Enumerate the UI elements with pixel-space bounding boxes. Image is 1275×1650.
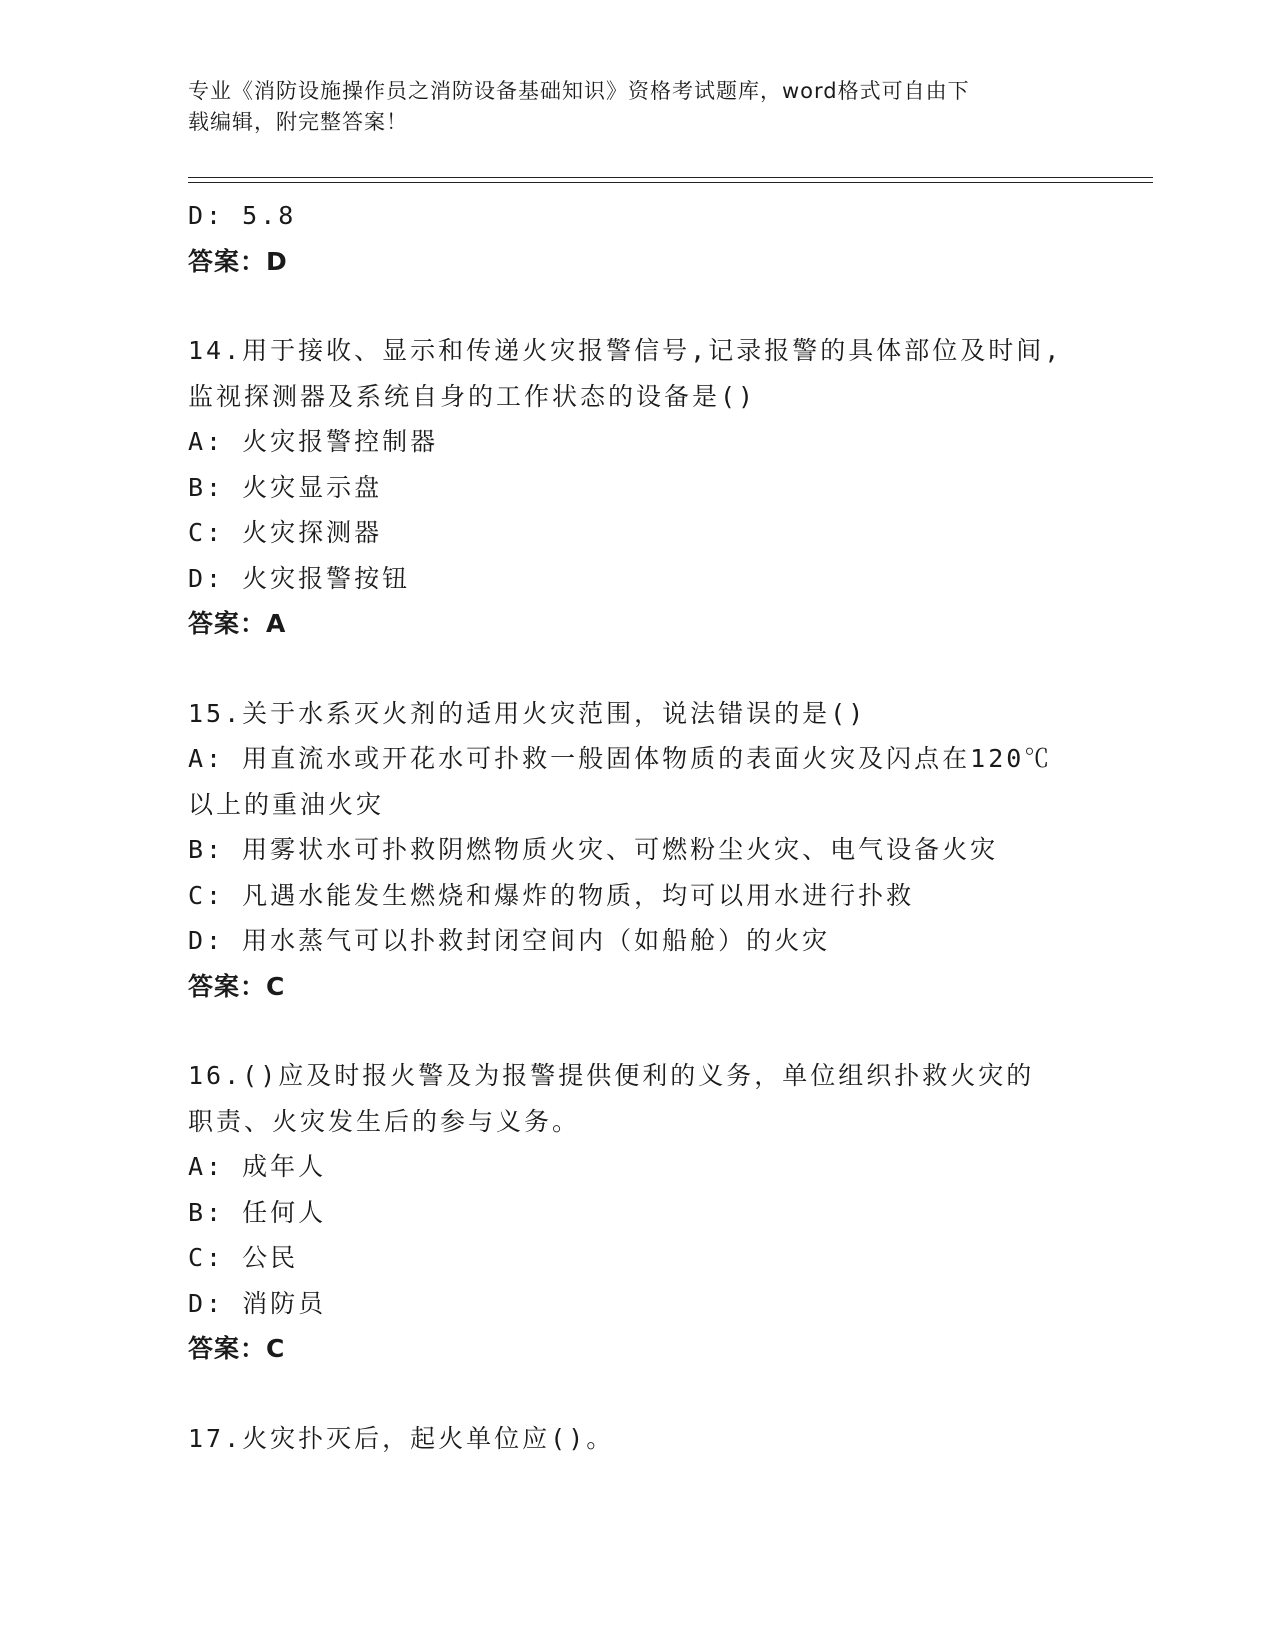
spacer (188, 284, 1088, 328)
q17-stem-line1: 17.火灾扑灭后，起火单位应()。 (188, 1423, 615, 1453)
q15-option-c: C: 凡遇水能发生燃烧和爆炸的物质，均可以用水进行扑救 (188, 880, 915, 910)
q15-answer: 答案：C (188, 971, 286, 1001)
q15-stem-line1: 15.关于水系灭火剂的适用火灾范围，说法错误的是() (188, 698, 867, 728)
spacer (188, 647, 1088, 691)
q16-option-d: D: 消防员 (188, 1288, 327, 1318)
q15-option-a-line1: A: 用直流水或开花水可扑救一般固体物质的表面火灾及闪点在120℃ (188, 744, 1053, 773)
q15-option-b: B: 用雾状水可扑救阴燃物质火灾、可燃粉尘火灾、电气设备火灾 (188, 835, 999, 864)
q15-option-d: D: 用水蒸气可以扑救封闭空间内（如船舱）的火灾 (188, 926, 831, 955)
q14-stem-line1: 14.用于接收、显示和传递火灾报警信号,记录报警的具体部位及时间, (188, 336, 1063, 365)
prev-answer: 答案：D (188, 246, 288, 276)
q14-option-c: C: 火灾探测器 (188, 518, 383, 547)
spacer (188, 1372, 1088, 1416)
spacer (188, 1009, 1088, 1053)
document-header: 专业《消防设施操作员之消防设备基础知识》资格考试题库，word格式可自由下 载编辑，附完整答案！ (188, 79, 970, 134)
q16-option-b: B: 任何人 (188, 1197, 327, 1227)
q16-answer: 答案：C (188, 1334, 286, 1363)
question-list (188, 193, 1088, 1461)
prev-option-d: D: 5.8 (188, 201, 297, 230)
header-divider-top (188, 177, 1153, 178)
q16-stem-line2: 职责、火灾发生后的参与义务。 (188, 1106, 581, 1136)
q16-option-a: A: 成年人 (188, 1152, 327, 1181)
q14-option-a: A: 火灾报警控制器 (188, 427, 439, 456)
q14-answer: 答案：A (188, 609, 287, 638)
q16-option-c: C: 公民 (188, 1243, 299, 1272)
q14-option-b: B: 火灾显示盘 (188, 472, 383, 502)
q15-option-a-line2: 以上的重油火灾 (188, 789, 385, 819)
q14-stem-line2: 监视探测器及系统自身的工作状态的设备是() (188, 381, 757, 411)
header-divider-bottom (188, 182, 1153, 183)
q16-stem-line1: 16.()应及时报火警及为报警提供便利的义务，单位组织扑救火灾的 (188, 1061, 1035, 1090)
q14-option-d: D: 火灾报警按钮 (188, 563, 411, 593)
